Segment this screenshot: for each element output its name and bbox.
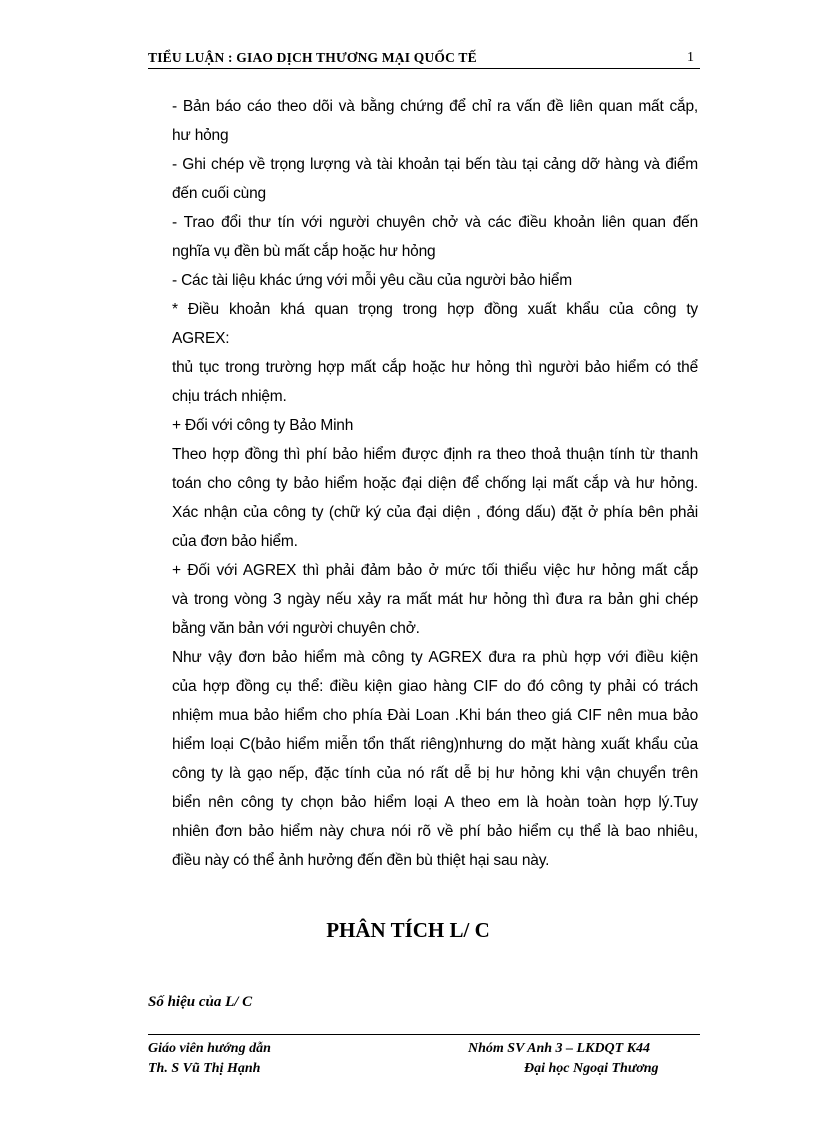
text-line: - Bản báo cáo theo dõi và bằng chứng để chỉ ra vấn đề liên quan mất cắp, bbox=[172, 98, 698, 115]
text-line: của đơn bảo hiểm. bbox=[172, 533, 298, 550]
text-line: và trong vòng 3 ngày nếu xảy ra mất mát hư hỏng thì đưa ra bản ghi chép bbox=[172, 591, 698, 608]
text-line: - Trao đổi thư tín với người chuyên chở và các điều khoản liên quan đến bbox=[172, 214, 698, 231]
text-line: nhiệm mua bảo hiểm cho phía Đài Loan .Khi bán theo giá CIF nên mua bảo bbox=[172, 707, 698, 724]
text-line: - Các tài liệu khác ứng với mỗi yêu cầu của người bảo hiểm bbox=[172, 272, 572, 289]
footer-left bbox=[148, 1039, 271, 1079]
section-subheading: Số hiệu của L/ C bbox=[148, 994, 253, 1010]
text-line: đến cuối cùng bbox=[172, 185, 266, 202]
text-line: nhiên đơn bảo hiểm này chưa nói rõ về phí bảo hiểm cụ thể là bao nhiêu, bbox=[172, 823, 698, 840]
text-line: Xác nhận của công ty (chữ ký của đại diện , đóng dấu) đặt ở phía bên phải bbox=[172, 504, 698, 521]
page-number: 1 bbox=[687, 50, 694, 65]
header-title: TIỂU LUẬN : GIAO DỊCH THƯƠNG MẠI QUỐC TẾ bbox=[148, 50, 477, 65]
text-line: AGREX: bbox=[172, 330, 230, 347]
text-line: hiểm loại C(bảo hiểm miễn tổn thất riêng)nhưng do mặt hàng xuất khẩu của bbox=[172, 736, 698, 753]
page-header bbox=[148, 48, 700, 69]
text-line: Như vậy đơn bảo hiểm mà công ty AGREX đưa ra phù hợp với điều kiện bbox=[172, 649, 698, 666]
text-line: công ty là gạo nếp, đặc tính của nó rất dễ bị hư hỏng khi vận chuyển trên bbox=[172, 765, 698, 782]
text-line: hư hỏng bbox=[172, 127, 229, 144]
footer-university: Đại học Ngoại Thương bbox=[524, 1061, 659, 1076]
text-line: + Đối với AGREX thì phải đảm bảo ở mức tối thiểu việc hư hỏng mất cắp bbox=[172, 562, 698, 579]
text-line: * Điều khoản khá quan trọng trong hợp đồng xuất khẩu của công ty bbox=[172, 301, 698, 318]
text-line: điều này có thể ảnh hưởng đến đền bù thiệt hại sau này. bbox=[172, 852, 550, 869]
text-line: Theo hợp đồng thì phí bảo hiểm được định ra theo thoả thuận tính từ thanh bbox=[172, 446, 698, 463]
section-title: PHÂN TÍCH L/ C bbox=[326, 918, 490, 942]
text-line: chịu trách nhiệm. bbox=[172, 388, 287, 405]
text-line: toán cho công ty bảo hiểm hoặc đại diện để chống lại mất cắp và hư hỏng. bbox=[172, 475, 698, 492]
text-line: nghĩa vụ đền bù mất cắp hoặc hư hỏng bbox=[172, 243, 436, 260]
text-line: thủ tục trong trường hợp mất cắp hoặc hư hỏng thì người bảo hiểm có thể bbox=[172, 359, 698, 376]
footer-supervisor-label: Giáo viên hướng dẫn bbox=[148, 1041, 271, 1056]
text-line: + Đối với công ty Bảo Minh bbox=[172, 417, 354, 434]
footer-right bbox=[468, 1039, 698, 1079]
text-line: bằng văn bản với người chuyên chở. bbox=[172, 620, 420, 637]
text-line: biển nên công ty chọn bảo hiểm loại A theo em là hoàn toàn hợp lý.Tuy bbox=[172, 794, 698, 811]
footer-divider bbox=[148, 1034, 700, 1035]
body-text bbox=[172, 92, 698, 875]
text-line: của hợp đồng cụ thể: điều kiện giao hàng CIF do đó công ty phải có trách bbox=[172, 678, 698, 695]
footer-supervisor-name: Th. S Vũ Thị Hạnh bbox=[148, 1061, 261, 1076]
footer-group-name: Nhóm SV Anh 3 – LKDQT K44 bbox=[468, 1041, 651, 1056]
text-line: - Ghi chép về trọng lượng và tài khoản tại bến tàu tại cảng dỡ hàng và điểm bbox=[172, 156, 698, 173]
